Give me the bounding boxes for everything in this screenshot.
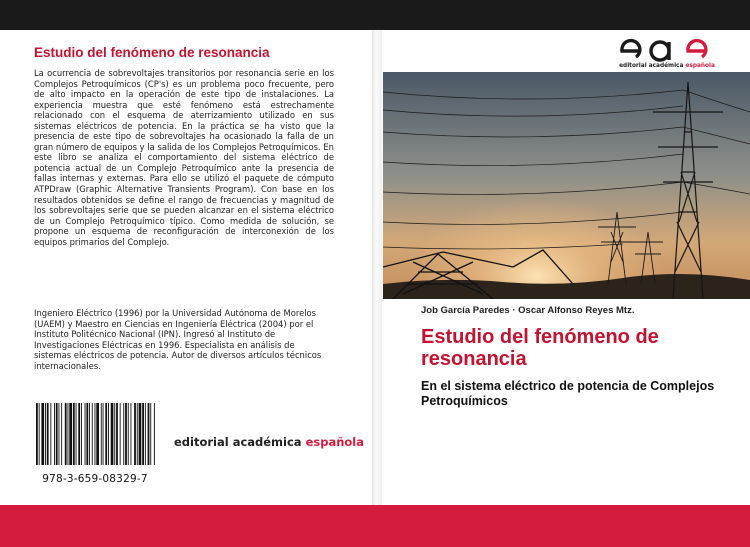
eae-logo-icon: [617, 36, 717, 76]
publisher-name-accent: española: [305, 435, 365, 449]
back-cover-description: La ocurrencia de sobrevoltajes transitorios por resonancia serie en los Complejos Petroquímicos (CP's) es un problema poco frecuente, pero de alto impacto en la operación de este tipo de instalaciones. La experiencia muestra que esté fenómeno está estrechamente relacionado con el esquema de aterrizamiento utilizado en sus sistemas eléctricos de potencia. En la práctica se ha visto que la presencia de este tipo de sobrevoltajes ha ocasionado la falla de un gran número de equipos y la salida de los Complejos Petroquímicos. En este libro se analiza el comportamiento del sistema eléctrico de potencia actual de un Complejo Petroquímico ante la presencia de fallas internas y externas. Para ello se utilizó el paquete de cómputo ATPDraw (Graphic Alternative Transients Program). Con base en los resultados obtenidos se define el rango de frecuencias y magnitud de los sobrevoltajes serie que se pueden alcanzar en el sistema eléctrico de un Complejo Petroquímico típico. Como medida de solución, se propone un esquema de reconfiguración de interconexión de los equipos primarios del Complejo.: [34, 68, 334, 247]
bottom-band: [0, 505, 750, 547]
front-cover-subtitle: En el sistema eléctrico de potencia de Complejos Petroquímicos: [421, 379, 715, 408]
authors: Job García Paredes · Oscar Alfonso Reyes Mtz.: [421, 305, 635, 316]
book-spine: [372, 30, 382, 505]
publisher-name-main: editorial académica: [174, 435, 306, 449]
logo-caption: [612, 63, 722, 69]
back-cover-title: Estudio del fenómeno de resonancia: [34, 45, 270, 60]
front-cover-title: Estudio del fenómeno de resonancia: [421, 326, 659, 370]
back-publisher-name: [174, 435, 364, 449]
logo-caption-accent: española: [685, 63, 715, 69]
isbn-number: 978-3-659-08329-7: [42, 473, 148, 485]
logo-caption-main: editorial académica: [619, 63, 686, 69]
power-lines-photo: [383, 72, 750, 299]
barcode-icon: [34, 403, 156, 465]
top-band: [0, 0, 750, 30]
author-bio: Ingeniero Eléctrico (1996) por la Universidad Autónoma de Morelos (UAEM) y Maestro en Ciencias en Ingeniería Eléctrica (2004) por el Instituto Politécnico Nacional (IPN). Ingresó al Instituto de Investigaciones Eléctricas en 1996. Especialista en análisis de sistemas eléctricos de potencia. Autor de diversos artículos técnicos internacionales.: [34, 308, 322, 371]
